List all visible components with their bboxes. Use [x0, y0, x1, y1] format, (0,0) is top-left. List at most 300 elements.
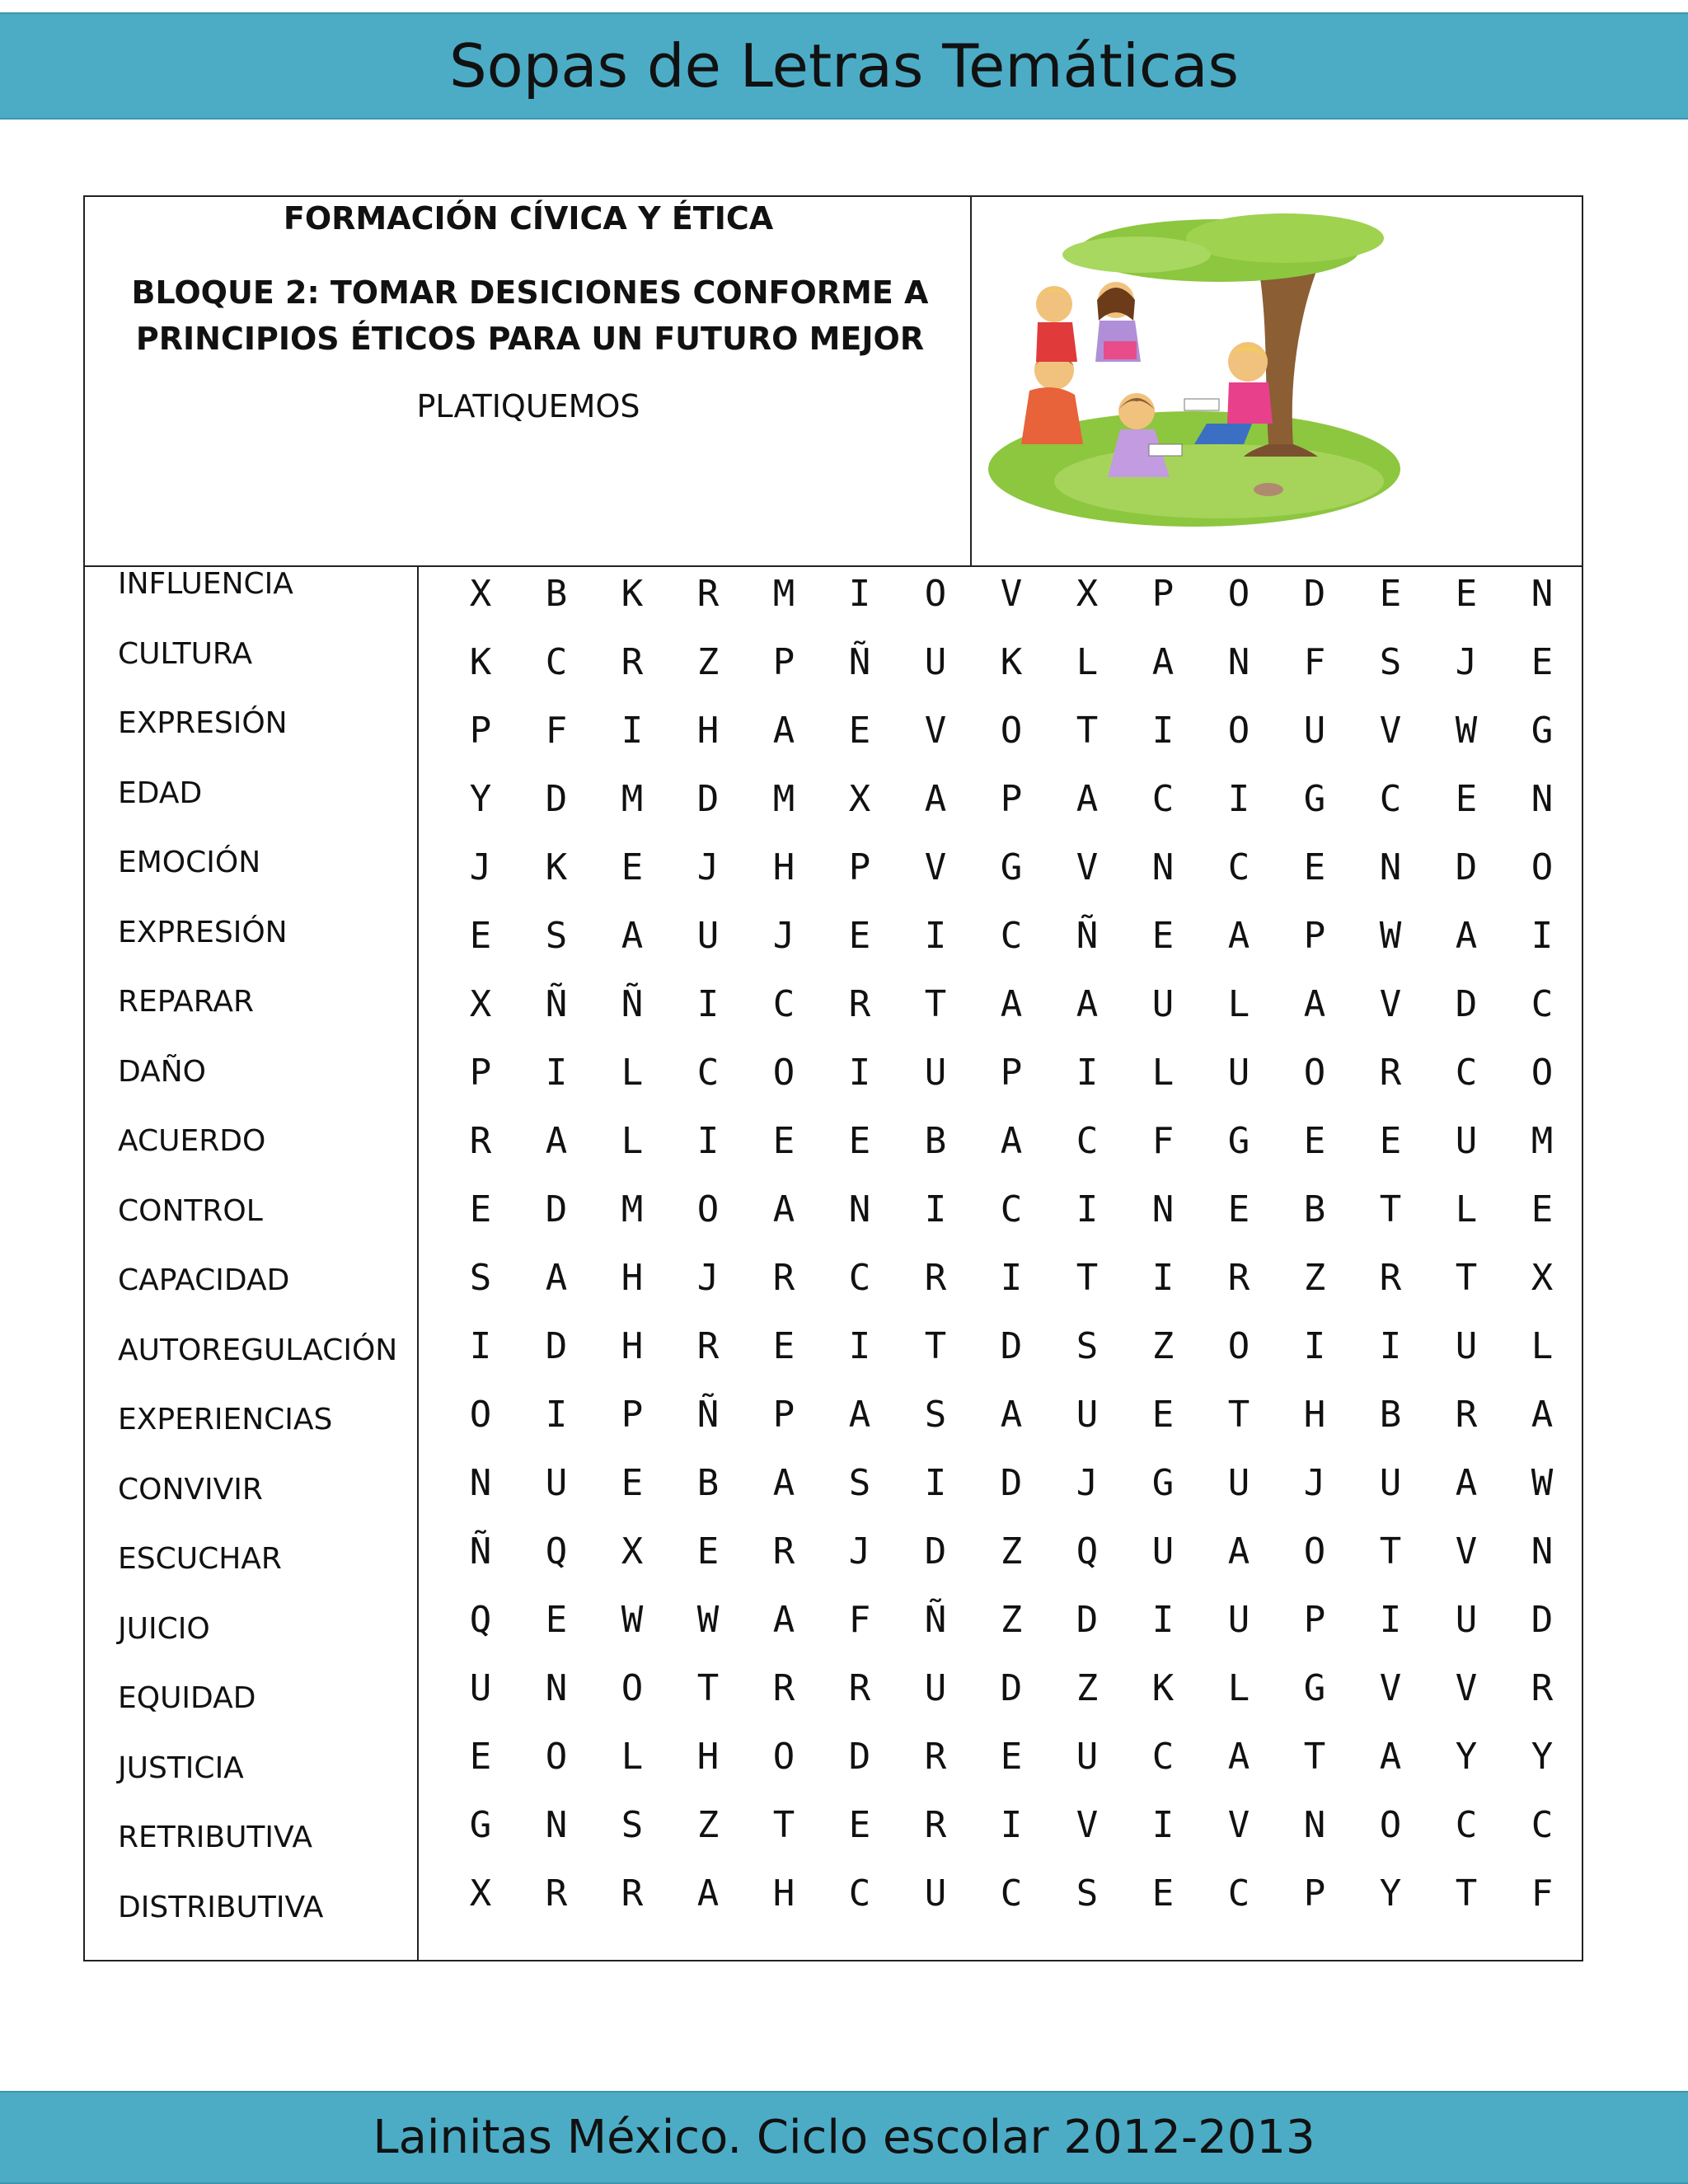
grid-letter[interactable]: M [621, 1188, 644, 1230]
grid-letter[interactable]: W [1531, 1462, 1554, 1504]
grid-letter[interactable]: X [848, 778, 871, 820]
grid-letter[interactable]: P [1000, 778, 1023, 820]
grid-letter[interactable]: O [924, 573, 947, 615]
grid-letter[interactable]: U [696, 915, 720, 957]
grid-letter[interactable]: I [1076, 1052, 1099, 1094]
grid-letter[interactable]: E [1455, 778, 1478, 820]
grid-letter[interactable]: O [1227, 573, 1250, 615]
grid-letter[interactable]: Q [545, 1530, 568, 1572]
grid-letter[interactable]: T [924, 983, 947, 1025]
grid-letter[interactable]: W [1455, 710, 1478, 752]
grid-letter[interactable]: E [621, 846, 644, 888]
grid-letter[interactable]: E [772, 1120, 795, 1162]
grid-letter[interactable]: O [696, 1188, 720, 1230]
grid-letter[interactable]: L [621, 1736, 644, 1778]
grid-letter[interactable]: G [1303, 1667, 1326, 1709]
grid-letter[interactable]: I [1379, 1599, 1402, 1641]
grid-letter[interactable]: O [1000, 710, 1023, 752]
grid-letter[interactable]: P [621, 1394, 644, 1436]
grid-letter[interactable]: D [1455, 846, 1478, 888]
grid-letter[interactable]: F [1531, 1872, 1554, 1915]
grid-letter[interactable]: V [1379, 710, 1402, 752]
grid-letter[interactable]: E [1151, 915, 1175, 957]
grid-letter[interactable]: I [621, 710, 644, 752]
grid-letter[interactable]: E [1379, 1120, 1402, 1162]
grid-letter[interactable]: U [924, 1052, 947, 1094]
grid-letter[interactable]: G [1303, 778, 1326, 820]
grid-letter[interactable]: E [772, 1325, 795, 1367]
grid-letter[interactable]: E [1303, 846, 1326, 888]
grid-letter[interactable]: N [545, 1667, 568, 1709]
grid-letter[interactable]: E [1379, 573, 1402, 615]
grid-letter[interactable]: V [924, 710, 947, 752]
grid-letter[interactable]: A [621, 915, 644, 957]
grid-letter[interactable]: A [1379, 1736, 1402, 1778]
grid-letter[interactable]: D [924, 1530, 947, 1572]
grid-letter[interactable]: A [1227, 915, 1250, 957]
grid-letter[interactable]: E [1000, 1736, 1023, 1778]
grid-letter[interactable]: R [545, 1872, 568, 1915]
grid-letter[interactable]: T [696, 1667, 720, 1709]
grid-letter[interactable]: V [1379, 1667, 1402, 1709]
grid-letter[interactable]: M [772, 778, 795, 820]
grid-letter[interactable]: V [1455, 1667, 1478, 1709]
grid-letter[interactable]: F [545, 710, 568, 752]
grid-letter[interactable]: R [848, 983, 871, 1025]
grid-letter[interactable]: M [1531, 1120, 1554, 1162]
grid-letter[interactable]: I [696, 983, 720, 1025]
grid-letter[interactable]: E [469, 1736, 492, 1778]
grid-letter[interactable]: C [1227, 846, 1250, 888]
grid-letter[interactable]: O [621, 1667, 644, 1709]
grid-letter[interactable]: D [545, 1325, 568, 1367]
grid-letter[interactable]: U [1151, 983, 1175, 1025]
grid-letter[interactable]: P [848, 846, 871, 888]
grid-letter[interactable]: E [1455, 573, 1478, 615]
grid-letter[interactable]: Z [696, 1804, 720, 1846]
grid-letter[interactable]: C [1531, 983, 1554, 1025]
grid-letter[interactable]: R [469, 1120, 492, 1162]
grid-letter[interactable]: P [772, 641, 795, 683]
grid-letter[interactable]: I [696, 1120, 720, 1162]
grid-letter[interactable]: U [1379, 1462, 1402, 1504]
grid-letter[interactable]: B [1379, 1394, 1402, 1436]
grid-letter[interactable]: L [1227, 1667, 1250, 1709]
grid-letter[interactable]: C [848, 1872, 871, 1915]
grid-letter[interactable]: R [621, 641, 644, 683]
grid-letter[interactable]: L [1455, 1188, 1478, 1230]
grid-letter[interactable]: A [1531, 1394, 1554, 1436]
grid-letter[interactable]: C [1531, 1804, 1554, 1846]
grid-letter[interactable]: R [772, 1257, 795, 1299]
grid-letter[interactable]: Ñ [696, 1394, 720, 1436]
grid-letter[interactable]: O [469, 1394, 492, 1436]
grid-letter[interactable]: J [772, 915, 795, 957]
grid-letter[interactable]: G [1151, 1462, 1175, 1504]
grid-letter[interactable]: O [1379, 1804, 1402, 1846]
grid-letter[interactable]: N [1303, 1804, 1326, 1846]
grid-letter[interactable]: U [1455, 1599, 1478, 1641]
grid-letter[interactable]: Ñ [924, 1599, 947, 1641]
grid-letter[interactable]: K [1151, 1667, 1175, 1709]
grid-letter[interactable]: J [469, 846, 492, 888]
grid-letter[interactable]: S [621, 1804, 644, 1846]
grid-letter[interactable]: V [1000, 573, 1023, 615]
grid-letter[interactable]: I [1076, 1188, 1099, 1230]
grid-letter[interactable]: N [1531, 1530, 1554, 1572]
grid-letter[interactable]: C [1455, 1804, 1478, 1846]
grid-letter[interactable]: J [1076, 1462, 1099, 1504]
grid-letter[interactable]: H [772, 846, 795, 888]
grid-letter[interactable]: P [469, 1052, 492, 1094]
grid-letter[interactable]: V [1076, 1804, 1099, 1846]
grid-letter[interactable]: V [1379, 983, 1402, 1025]
grid-letter[interactable]: T [1076, 1257, 1099, 1299]
grid-letter[interactable]: R [696, 1325, 720, 1367]
grid-letter[interactable]: U [924, 641, 947, 683]
grid-letter[interactable]: I [1151, 1599, 1175, 1641]
grid-letter[interactable]: C [1076, 1120, 1099, 1162]
grid-letter[interactable]: G [1531, 710, 1554, 752]
grid-letter[interactable]: E [1303, 1120, 1326, 1162]
grid-letter[interactable]: N [1227, 641, 1250, 683]
grid-letter[interactable]: A [696, 1872, 720, 1915]
grid-letter[interactable]: U [1227, 1599, 1250, 1641]
grid-letter[interactable]: B [545, 573, 568, 615]
grid-letter[interactable]: S [924, 1394, 947, 1436]
grid-letter[interactable]: O [1303, 1530, 1326, 1572]
grid-letter[interactable]: I [1379, 1325, 1402, 1367]
grid-letter[interactable]: U [1303, 710, 1326, 752]
grid-letter[interactable]: A [1000, 983, 1023, 1025]
grid-letter[interactable]: T [1227, 1394, 1250, 1436]
grid-letter[interactable]: I [1303, 1325, 1326, 1367]
grid-letter[interactable]: A [772, 1188, 795, 1230]
grid-letter[interactable]: I [848, 1325, 871, 1367]
grid-letter[interactable]: U [1076, 1736, 1099, 1778]
grid-letter[interactable]: U [924, 1872, 947, 1915]
grid-letter[interactable]: F [848, 1599, 871, 1641]
grid-letter[interactable]: L [1531, 1325, 1554, 1367]
grid-letter[interactable]: R [848, 1667, 871, 1709]
grid-letter[interactable]: E [696, 1530, 720, 1572]
grid-letter[interactable]: U [469, 1667, 492, 1709]
grid-letter[interactable]: U [1227, 1462, 1250, 1504]
grid-letter[interactable]: O [1531, 846, 1554, 888]
grid-letter[interactable]: T [772, 1804, 795, 1846]
grid-letter[interactable]: A [772, 1599, 795, 1641]
grid-letter[interactable]: A [1076, 778, 1099, 820]
grid-letter[interactable]: C [848, 1257, 871, 1299]
grid-letter[interactable]: E [1531, 641, 1554, 683]
grid-letter[interactable]: H [621, 1257, 644, 1299]
grid-letter[interactable]: O [1227, 1325, 1250, 1367]
grid-letter[interactable]: E [848, 915, 871, 957]
grid-letter[interactable]: X [1531, 1257, 1554, 1299]
grid-letter[interactable]: D [1000, 1462, 1023, 1504]
grid-letter[interactable]: R [1227, 1257, 1250, 1299]
grid-letter[interactable]: S [1379, 641, 1402, 683]
grid-letter[interactable]: C [696, 1052, 720, 1094]
grid-letter[interactable]: A [1076, 983, 1099, 1025]
grid-letter[interactable]: V [1227, 1804, 1250, 1846]
grid-letter[interactable]: I [545, 1052, 568, 1094]
grid-letter[interactable]: R [924, 1257, 947, 1299]
grid-letter[interactable]: I [848, 573, 871, 615]
grid-letter[interactable]: U [1455, 1120, 1478, 1162]
grid-letter[interactable]: E [1531, 1188, 1554, 1230]
grid-letter[interactable]: Ñ [848, 641, 871, 683]
grid-letter[interactable]: A [772, 710, 795, 752]
grid-letter[interactable]: A [1227, 1736, 1250, 1778]
grid-letter[interactable]: D [1303, 573, 1326, 615]
grid-letter[interactable]: T [1379, 1188, 1402, 1230]
grid-letter[interactable]: C [772, 983, 795, 1025]
grid-letter[interactable]: M [621, 778, 644, 820]
grid-letter[interactable]: J [696, 1257, 720, 1299]
grid-letter[interactable]: E [469, 1188, 492, 1230]
grid-letter[interactable]: J [696, 846, 720, 888]
grid-letter[interactable]: W [696, 1599, 720, 1641]
grid-letter[interactable]: N [1531, 778, 1554, 820]
grid-letter[interactable]: R [924, 1804, 947, 1846]
grid-letter[interactable]: R [1531, 1667, 1554, 1709]
grid-letter[interactable]: D [1076, 1599, 1099, 1641]
grid-letter[interactable]: H [772, 1872, 795, 1915]
grid-letter[interactable]: O [1227, 710, 1250, 752]
grid-letter[interactable]: I [545, 1394, 568, 1436]
grid-letter[interactable]: C [1455, 1052, 1478, 1094]
grid-letter[interactable]: Q [469, 1599, 492, 1641]
grid-letter[interactable]: O [1531, 1052, 1554, 1094]
grid-letter[interactable]: Ñ [469, 1530, 492, 1572]
grid-letter[interactable]: T [1379, 1530, 1402, 1572]
grid-letter[interactable]: I [1000, 1257, 1023, 1299]
grid-letter[interactable]: I [924, 1462, 947, 1504]
grid-letter[interactable]: E [848, 1804, 871, 1846]
grid-letter[interactable]: L [1227, 983, 1250, 1025]
grid-letter[interactable]: U [1151, 1530, 1175, 1572]
grid-letter[interactable]: A [1303, 983, 1326, 1025]
grid-letter[interactable]: X [1076, 573, 1099, 615]
grid-letter[interactable]: E [545, 1599, 568, 1641]
grid-letter[interactable]: K [1000, 641, 1023, 683]
grid-letter[interactable]: U [924, 1667, 947, 1709]
grid-letter[interactable]: S [545, 915, 568, 957]
grid-letter[interactable]: J [1303, 1462, 1326, 1504]
grid-letter[interactable]: T [1455, 1257, 1478, 1299]
grid-letter[interactable]: N [1151, 846, 1175, 888]
grid-letter[interactable]: U [1455, 1325, 1478, 1367]
grid-letter[interactable]: E [848, 710, 871, 752]
grid-letter[interactable]: K [621, 573, 644, 615]
grid-letter[interactable]: P [772, 1394, 795, 1436]
grid-letter[interactable]: H [696, 1736, 720, 1778]
grid-letter[interactable]: E [1227, 1188, 1250, 1230]
grid-letter[interactable]: H [621, 1325, 644, 1367]
grid-letter[interactable]: C [1000, 915, 1023, 957]
grid-letter[interactable]: A [1455, 915, 1478, 957]
grid-letter[interactable]: G [1227, 1120, 1250, 1162]
grid-letter[interactable]: D [545, 778, 568, 820]
grid-letter[interactable]: U [1076, 1394, 1099, 1436]
grid-letter[interactable]: U [1227, 1052, 1250, 1094]
grid-letter[interactable]: A [848, 1394, 871, 1436]
grid-letter[interactable]: F [1151, 1120, 1175, 1162]
grid-letter[interactable]: D [1455, 983, 1478, 1025]
grid-letter[interactable]: A [1227, 1530, 1250, 1572]
grid-letter[interactable]: E [469, 915, 492, 957]
grid-letter[interactable]: I [469, 1325, 492, 1367]
grid-letter[interactable]: A [924, 778, 947, 820]
grid-letter[interactable]: R [1379, 1052, 1402, 1094]
grid-letter[interactable]: X [469, 1872, 492, 1915]
grid-letter[interactable]: P [1000, 1052, 1023, 1094]
grid-letter[interactable]: O [772, 1736, 795, 1778]
grid-letter[interactable]: C [1151, 778, 1175, 820]
grid-letter[interactable]: K [469, 641, 492, 683]
grid-letter[interactable]: T [1455, 1872, 1478, 1915]
grid-letter[interactable]: E [1151, 1394, 1175, 1436]
grid-letter[interactable]: S [1076, 1872, 1099, 1915]
grid-letter[interactable]: R [621, 1872, 644, 1915]
grid-letter[interactable]: D [848, 1736, 871, 1778]
grid-letter[interactable]: I [1151, 1257, 1175, 1299]
grid-letter[interactable]: S [1076, 1325, 1099, 1367]
grid-letter[interactable]: Z [1151, 1325, 1175, 1367]
grid-letter[interactable]: R [924, 1736, 947, 1778]
grid-letter[interactable]: V [924, 846, 947, 888]
grid-letter[interactable]: D [1000, 1667, 1023, 1709]
grid-letter[interactable]: X [621, 1530, 644, 1572]
grid-letter[interactable]: P [1151, 573, 1175, 615]
grid-letter[interactable]: Z [696, 641, 720, 683]
grid-letter[interactable]: E [848, 1120, 871, 1162]
grid-letter[interactable]: Z [1303, 1257, 1326, 1299]
grid-letter[interactable]: G [469, 1804, 492, 1846]
grid-letter[interactable]: Y [1531, 1736, 1554, 1778]
grid-letter[interactable]: B [696, 1462, 720, 1504]
grid-letter[interactable]: L [1076, 641, 1099, 683]
grid-letter[interactable]: D [696, 778, 720, 820]
grid-letter[interactable]: A [1000, 1120, 1023, 1162]
grid-letter[interactable]: T [924, 1325, 947, 1367]
grid-letter[interactable]: N [1151, 1188, 1175, 1230]
grid-letter[interactable]: R [772, 1530, 795, 1572]
grid-letter[interactable]: A [772, 1462, 795, 1504]
grid-letter[interactable]: I [1151, 1804, 1175, 1846]
grid-letter[interactable]: T [1303, 1736, 1326, 1778]
grid-letter[interactable]: U [545, 1462, 568, 1504]
grid-letter[interactable]: J [1455, 641, 1478, 683]
grid-letter[interactable]: Ñ [621, 983, 644, 1025]
grid-letter[interactable]: I [848, 1052, 871, 1094]
grid-letter[interactable]: X [469, 573, 492, 615]
grid-letter[interactable]: L [621, 1052, 644, 1094]
grid-letter[interactable]: A [1455, 1462, 1478, 1504]
grid-letter[interactable]: R [1379, 1257, 1402, 1299]
grid-letter[interactable]: L [621, 1120, 644, 1162]
grid-letter[interactable]: P [1303, 915, 1326, 957]
grid-letter[interactable]: V [1455, 1530, 1478, 1572]
grid-letter[interactable]: Z [1076, 1667, 1099, 1709]
grid-letter[interactable]: A [1000, 1394, 1023, 1436]
grid-letter[interactable]: G [1000, 846, 1023, 888]
grid-letter[interactable]: C [1000, 1188, 1023, 1230]
grid-letter[interactable]: H [696, 710, 720, 752]
grid-letter[interactable]: B [1303, 1188, 1326, 1230]
grid-letter[interactable]: C [1379, 778, 1402, 820]
grid-letter[interactable]: A [545, 1257, 568, 1299]
grid-letter[interactable]: Ñ [545, 983, 568, 1025]
grid-letter[interactable]: K [545, 846, 568, 888]
grid-letter[interactable]: I [1151, 710, 1175, 752]
grid-letter[interactable]: P [1303, 1599, 1326, 1641]
grid-letter[interactable]: Y [469, 778, 492, 820]
grid-letter[interactable]: X [469, 983, 492, 1025]
grid-letter[interactable]: A [545, 1120, 568, 1162]
grid-letter[interactable]: Y [1455, 1736, 1478, 1778]
grid-letter[interactable]: C [1227, 1872, 1250, 1915]
grid-letter[interactable]: W [621, 1599, 644, 1641]
grid-letter[interactable]: D [1000, 1325, 1023, 1367]
grid-letter[interactable]: O [1303, 1052, 1326, 1094]
grid-letter[interactable]: S [469, 1257, 492, 1299]
grid-letter[interactable]: N [545, 1804, 568, 1846]
grid-letter[interactable]: R [1455, 1394, 1478, 1436]
grid-letter[interactable]: I [924, 1188, 947, 1230]
grid-letter[interactable]: D [1531, 1599, 1554, 1641]
grid-letter[interactable]: Z [1000, 1530, 1023, 1572]
grid-letter[interactable]: P [1303, 1872, 1326, 1915]
grid-letter[interactable]: L [1151, 1052, 1175, 1094]
grid-letter[interactable]: A [1151, 641, 1175, 683]
grid-letter[interactable]: R [772, 1667, 795, 1709]
grid-letter[interactable]: Q [1076, 1530, 1099, 1572]
grid-letter[interactable]: D [545, 1188, 568, 1230]
grid-letter[interactable]: O [545, 1736, 568, 1778]
grid-letter[interactable]: N [469, 1462, 492, 1504]
grid-letter[interactable]: C [545, 641, 568, 683]
grid-letter[interactable]: N [1379, 846, 1402, 888]
grid-letter[interactable]: Ñ [1076, 915, 1099, 957]
grid-letter[interactable]: I [924, 915, 947, 957]
grid-letter[interactable]: S [848, 1462, 871, 1504]
grid-letter[interactable]: O [772, 1052, 795, 1094]
grid-letter[interactable]: N [1531, 573, 1554, 615]
grid-letter[interactable]: C [1151, 1736, 1175, 1778]
grid-letter[interactable]: I [1000, 1804, 1023, 1846]
grid-letter[interactable]: E [1151, 1872, 1175, 1915]
grid-letter[interactable]: J [848, 1530, 871, 1572]
grid-letter[interactable]: N [848, 1188, 871, 1230]
grid-letter[interactable]: I [1227, 778, 1250, 820]
grid-letter[interactable]: Z [1000, 1599, 1023, 1641]
grid-letter[interactable]: Y [1379, 1872, 1402, 1915]
grid-letter[interactable]: I [1531, 915, 1554, 957]
grid-letter[interactable]: C [1000, 1872, 1023, 1915]
grid-letter[interactable]: T [1076, 710, 1099, 752]
grid-letter[interactable]: F [1303, 641, 1326, 683]
grid-letter[interactable]: M [772, 573, 795, 615]
grid-letter[interactable]: R [696, 573, 720, 615]
grid-letter[interactable]: E [621, 1462, 644, 1504]
grid-letter[interactable]: P [469, 710, 492, 752]
grid-letter[interactable]: H [1303, 1394, 1326, 1436]
grid-letter[interactable]: W [1379, 915, 1402, 957]
grid-letter[interactable]: V [1076, 846, 1099, 888]
grid-letter[interactable]: B [924, 1120, 947, 1162]
